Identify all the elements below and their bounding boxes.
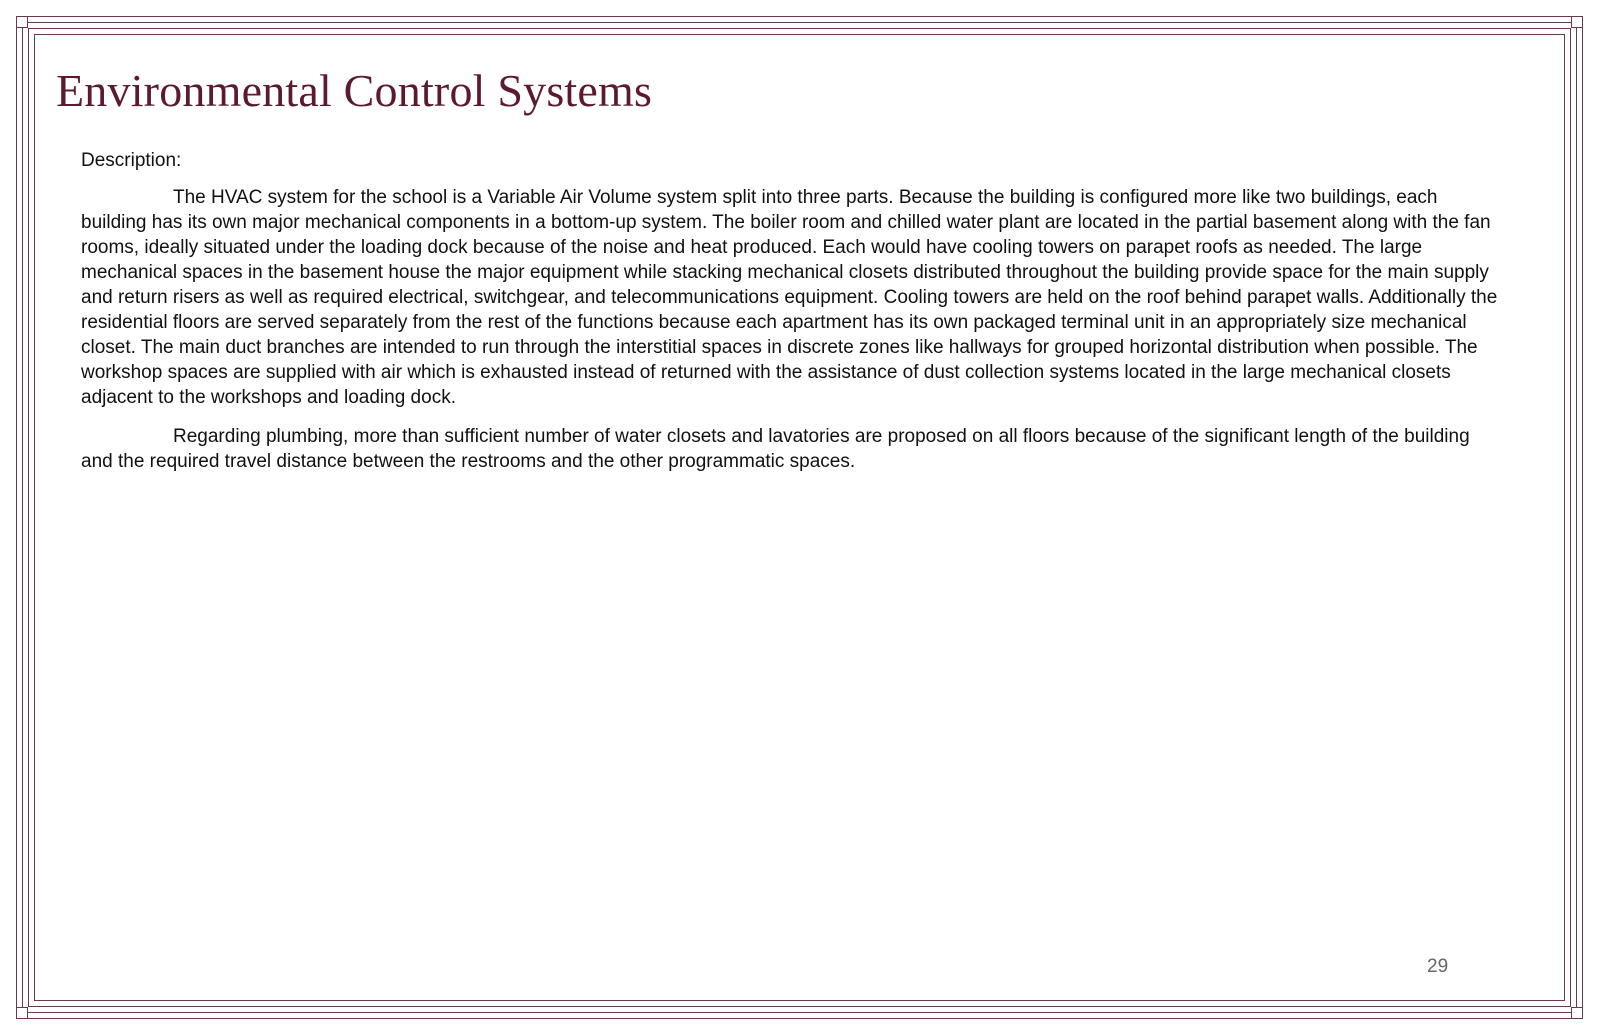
description-label: Description: — [81, 150, 182, 171]
plumbing-paragraph: Regarding plumbing, more than sufficient number of water closets and lavatories are proposed on all floors because of the significant length of the building and the required travel distance between the restrooms and the other programmatic spaces. — [81, 426, 1470, 472]
frame-corner-top-left — [16, 16, 28, 28]
frame-corner-bottom-left — [16, 1007, 28, 1019]
slide-content — [81, 148, 1501, 488]
frame-corner-top-right — [1571, 16, 1583, 28]
page-number: 29 — [1427, 956, 1449, 977]
page-title: Environmental Control Systems — [56, 65, 653, 116]
hvac-paragraph: The HVAC system for the school is a Variable Air Volume system split into three parts. Because the building is configured more like two buildings, each building has its own major mechanical components in a bottom-up system. The boiler room and chilled water plant are located in the partial basement along with the fan rooms, ideally situated under the loading dock because of the noise and heat produced. Each would have cooling towers on parapet roofs as needed. The large mechanical spaces in the basement house the major equipment while stacking mechanical closets distributed throughout the building provide space for the main supply and return risers as well as required electrical, switchgear, and telecommunications equipment. Cooling towers are held on the roof behind parapet walls. Additionally the residential floors are served separately from the rest of the functions because each apartment has its own packaged terminal unit in an appropriately size mechanical closet. The main duct branches are intended to run through the interstitial spaces in discrete zones like hallways for grouped horizontal distribution when possible. The workshop spaces are supplied with air which is exhausted instead of returned with the assistance of dust collection systems located in the large mechanical closets adjacent to the workshops and loading dock. — [81, 187, 1498, 408]
frame-corner-bottom-right — [1571, 1007, 1583, 1019]
